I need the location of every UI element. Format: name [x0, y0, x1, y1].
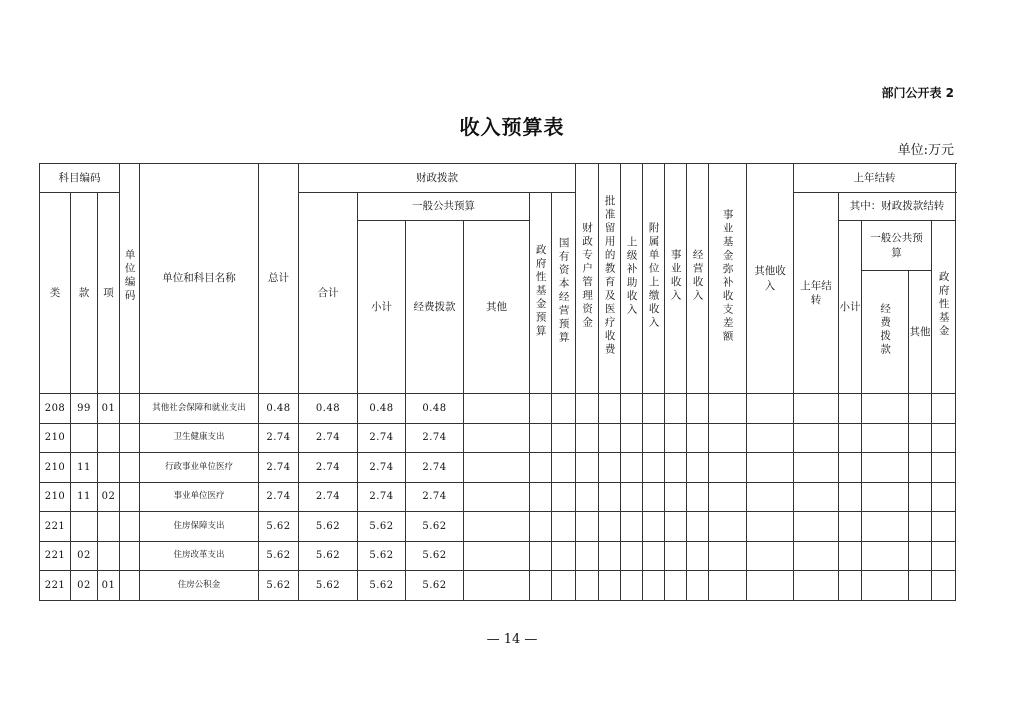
cell-empty — [794, 512, 839, 542]
cell-empty — [576, 571, 599, 601]
cell-other — [464, 482, 530, 512]
cell-empty — [643, 394, 665, 424]
header-general-budget: 一般公共预算 — [358, 193, 530, 221]
cell-empty — [862, 453, 909, 483]
cell-other — [464, 453, 530, 483]
cell-empty — [794, 541, 839, 571]
cell-empty — [709, 512, 747, 542]
header-co-funding: 经费拨款 — [862, 271, 909, 394]
header-retained-income: 批准留用的教育及医疗收费 — [599, 164, 621, 394]
income-budget-table — [39, 163, 956, 601]
cell-empty — [709, 453, 747, 483]
cell-lei: 221 — [40, 571, 71, 601]
cell-fiscal-total: 5.62 — [299, 512, 358, 542]
cell-other — [464, 394, 530, 424]
cell-empty — [747, 423, 794, 453]
header-subject-code: 科目编码 — [40, 164, 120, 193]
cell-empty — [665, 482, 687, 512]
cell-subtotal: 2.74 — [358, 453, 406, 483]
header-subsidy-income: 上级补助收入 — [621, 164, 643, 394]
cell-empty — [599, 541, 621, 571]
cell-subtotal: 2.74 — [358, 482, 406, 512]
cell-empty — [665, 512, 687, 542]
cell-unit-code — [120, 453, 140, 483]
cell-empty — [665, 423, 687, 453]
cell-empty — [530, 541, 552, 571]
cell-empty — [794, 453, 839, 483]
cell-name: 住房改革支出 — [140, 541, 259, 571]
cell-empty — [643, 571, 665, 601]
cell-empty — [552, 571, 576, 601]
cell-empty — [576, 512, 599, 542]
cell-empty — [576, 453, 599, 483]
cell-empty — [909, 482, 932, 512]
header-co-gov-fund: 政府性基金 — [932, 221, 956, 394]
header-fund-makeup: 事业基金弥补收支差额 — [709, 164, 747, 394]
cell-subtotal: 2.74 — [358, 423, 406, 453]
header-fiscal: 财政拨款 — [299, 164, 576, 193]
header-operating-income: 经营收入 — [687, 164, 709, 394]
cell-kuan: 11 — [71, 482, 98, 512]
cell-unit-code — [120, 571, 140, 601]
cell-name: 事业单位医疗 — [140, 482, 259, 512]
cell-empty — [932, 512, 956, 542]
cell-fiscal-total: 2.74 — [299, 482, 358, 512]
header-xiang: 项 — [98, 193, 120, 394]
table-row — [40, 482, 956, 512]
page-number: — 14 — — [486, 632, 538, 647]
cell-xiang — [98, 512, 120, 542]
cell-empty — [839, 453, 862, 483]
cell-empty — [552, 482, 576, 512]
cell-empty — [747, 394, 794, 424]
cell-empty — [621, 482, 643, 512]
cell-funding: 0.48 — [406, 394, 464, 424]
header-fiscal-total: 合计 — [299, 193, 358, 394]
cell-empty — [687, 571, 709, 601]
cell-total: 5.62 — [259, 571, 299, 601]
form-number: 部门公开表 2 — [881, 86, 954, 100]
header-other: 其他 — [464, 221, 530, 394]
header-special-account: 财政专户管理资金 — [576, 164, 599, 394]
cell-empty — [665, 571, 687, 601]
cell-xiang: 01 — [98, 394, 120, 424]
cell-empty — [862, 482, 909, 512]
cell-total: 0.48 — [259, 394, 299, 424]
header-co-general: 一般公共预算 — [862, 221, 932, 271]
header-kuan: 款 — [71, 193, 98, 394]
cell-other — [464, 541, 530, 571]
cell-subtotal: 0.48 — [358, 394, 406, 424]
cell-empty — [552, 423, 576, 453]
cell-empty — [599, 394, 621, 424]
table-row — [40, 541, 956, 571]
cell-empty — [599, 453, 621, 483]
cell-empty — [862, 394, 909, 424]
cell-fiscal-total: 5.62 — [299, 541, 358, 571]
cell-empty — [909, 541, 932, 571]
header-carryover: 上年结转 — [794, 164, 956, 193]
cell-empty — [709, 394, 747, 424]
cell-empty — [530, 512, 552, 542]
cell-funding: 2.74 — [406, 453, 464, 483]
table-row — [40, 394, 956, 424]
cell-fiscal-total: 2.74 — [299, 423, 358, 453]
cell-subtotal: 5.62 — [358, 541, 406, 571]
cell-empty — [665, 541, 687, 571]
cell-empty — [552, 512, 576, 542]
cell-empty — [747, 512, 794, 542]
cell-funding: 5.62 — [406, 541, 464, 571]
cell-empty — [794, 423, 839, 453]
cell-empty — [709, 571, 747, 601]
cell-empty — [932, 571, 956, 601]
cell-empty — [862, 423, 909, 453]
cell-subtotal: 5.62 — [358, 571, 406, 601]
cell-lei: 208 — [40, 394, 71, 424]
cell-lei: 210 — [40, 423, 71, 453]
cell-empty — [747, 482, 794, 512]
cell-empty — [576, 423, 599, 453]
cell-empty — [839, 482, 862, 512]
cell-empty — [643, 423, 665, 453]
cell-empty — [932, 453, 956, 483]
cell-empty — [576, 482, 599, 512]
cell-empty — [687, 541, 709, 571]
cell-empty — [552, 453, 576, 483]
cell-empty — [932, 541, 956, 571]
cell-fiscal-total: 0.48 — [299, 394, 358, 424]
cell-funding: 5.62 — [406, 512, 464, 542]
header-co-subtotal: 小计 — [839, 221, 862, 394]
cell-empty — [839, 423, 862, 453]
cell-empty — [839, 512, 862, 542]
cell-funding: 2.74 — [406, 423, 464, 453]
cell-unit-code — [120, 541, 140, 571]
header-subtotal: 小计 — [358, 221, 406, 394]
cell-empty — [932, 394, 956, 424]
cell-unit-code — [120, 394, 140, 424]
cell-name: 住房保障支出 — [140, 512, 259, 542]
cell-empty — [909, 571, 932, 601]
cell-xiang: 01 — [98, 571, 120, 601]
header-carryover-fiscal: 其中：财政拨款结转 — [839, 193, 956, 221]
cell-fiscal-total: 2.74 — [299, 453, 358, 483]
cell-empty — [687, 482, 709, 512]
cell-other — [464, 571, 530, 601]
cell-empty — [530, 482, 552, 512]
cell-empty — [621, 512, 643, 542]
header-co-other: 其他 — [909, 271, 932, 394]
table-body — [40, 394, 956, 601]
cell-empty — [621, 423, 643, 453]
cell-name: 卫生健康支出 — [140, 423, 259, 453]
cell-kuan — [71, 512, 98, 542]
header-name: 单位和科目名称 — [140, 164, 259, 394]
cell-empty — [687, 394, 709, 424]
cell-xiang — [98, 423, 120, 453]
header-funding: 经费拨款 — [406, 221, 464, 394]
cell-total: 2.74 — [259, 453, 299, 483]
cell-empty — [643, 541, 665, 571]
cell-empty — [599, 571, 621, 601]
cell-empty — [621, 394, 643, 424]
cell-empty — [665, 453, 687, 483]
cell-empty — [794, 571, 839, 601]
cell-empty — [665, 394, 687, 424]
cell-empty — [530, 453, 552, 483]
cell-empty — [552, 394, 576, 424]
cell-empty — [747, 453, 794, 483]
cell-empty — [747, 571, 794, 601]
cell-empty — [709, 541, 747, 571]
cell-lei: 210 — [40, 453, 71, 483]
cell-empty — [530, 423, 552, 453]
cell-empty — [909, 423, 932, 453]
cell-empty — [909, 453, 932, 483]
cell-name: 行政事业单位医疗 — [140, 453, 259, 483]
cell-subtotal: 5.62 — [358, 512, 406, 542]
cell-empty — [862, 541, 909, 571]
cell-other — [464, 423, 530, 453]
cell-empty — [839, 571, 862, 601]
cell-empty — [599, 423, 621, 453]
cell-empty — [839, 394, 862, 424]
header-affiliated-income: 附属单位上缴收入 — [643, 164, 665, 394]
cell-empty — [862, 571, 909, 601]
cell-empty — [932, 423, 956, 453]
cell-lei: 210 — [40, 482, 71, 512]
cell-unit-code — [120, 512, 140, 542]
cell-empty — [530, 571, 552, 601]
cell-empty — [794, 394, 839, 424]
cell-other — [464, 512, 530, 542]
cell-total: 5.62 — [259, 512, 299, 542]
cell-empty — [747, 541, 794, 571]
cell-empty — [862, 512, 909, 542]
cell-empty — [643, 482, 665, 512]
cell-empty — [932, 482, 956, 512]
cell-empty — [709, 423, 747, 453]
cell-empty — [709, 482, 747, 512]
cell-empty — [687, 423, 709, 453]
cell-empty — [909, 394, 932, 424]
cell-kuan: 99 — [71, 394, 98, 424]
table-header — [40, 164, 956, 394]
header-gov-fund: 政府性基金预算 — [530, 193, 552, 394]
header-state-capital: 国有资本经营预算 — [552, 193, 576, 394]
header-unit-code: 单位编码 — [120, 164, 140, 394]
cell-lei: 221 — [40, 541, 71, 571]
cell-empty — [621, 453, 643, 483]
table-row — [40, 423, 956, 453]
header-lei: 类 — [40, 193, 71, 394]
cell-empty — [643, 453, 665, 483]
cell-total: 5.62 — [259, 541, 299, 571]
header-other-income: 其他收入 — [747, 164, 794, 394]
cell-kuan: 11 — [71, 453, 98, 483]
cell-funding: 5.62 — [406, 571, 464, 601]
cell-empty — [909, 512, 932, 542]
cell-empty — [530, 394, 552, 424]
cell-empty — [599, 482, 621, 512]
cell-empty — [576, 541, 599, 571]
page-title: 收入预算表 — [459, 115, 565, 139]
cell-fiscal-total: 5.62 — [299, 571, 358, 601]
cell-kuan: 02 — [71, 571, 98, 601]
table-row — [40, 453, 956, 483]
cell-funding: 2.74 — [406, 482, 464, 512]
cell-empty — [621, 541, 643, 571]
cell-empty — [643, 512, 665, 542]
cell-empty — [839, 541, 862, 571]
cell-kuan — [71, 423, 98, 453]
cell-unit-code — [120, 423, 140, 453]
header-total: 总计 — [259, 164, 299, 394]
cell-name: 住房公积金 — [140, 571, 259, 601]
cell-kuan: 02 — [71, 541, 98, 571]
header-business-income: 事业收入 — [665, 164, 687, 394]
cell-empty — [621, 571, 643, 601]
cell-unit-code — [120, 482, 140, 512]
table-row — [40, 571, 956, 601]
cell-lei: 221 — [40, 512, 71, 542]
cell-empty — [794, 482, 839, 512]
cell-empty — [687, 453, 709, 483]
cell-empty — [687, 512, 709, 542]
cell-empty — [552, 541, 576, 571]
table-row — [40, 512, 956, 542]
header-carryover-sub: 上年结转 — [794, 193, 839, 394]
cell-xiang: 02 — [98, 482, 120, 512]
cell-total: 2.74 — [259, 423, 299, 453]
unit-label: 单位:万元 — [897, 143, 954, 158]
cell-empty — [599, 512, 621, 542]
cell-name: 其他社会保障和就业支出 — [140, 394, 259, 424]
cell-xiang — [98, 541, 120, 571]
cell-total: 2.74 — [259, 482, 299, 512]
cell-xiang — [98, 453, 120, 483]
cell-empty — [576, 394, 599, 424]
